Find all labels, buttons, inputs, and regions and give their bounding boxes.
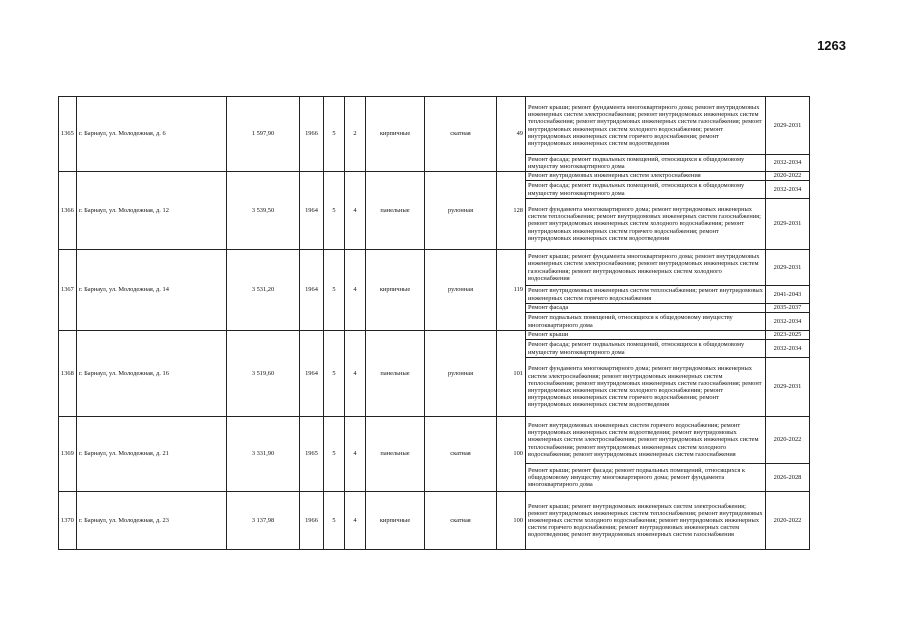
floors: 5 bbox=[324, 331, 345, 417]
repair-period: 2032-2034 bbox=[766, 340, 810, 358]
repair-works: Ремонт фасада; ремонт подвальных помещений, относящихся к общедомовому имуществу многоквартирного дома bbox=[526, 340, 766, 358]
house-address: г. Барнаул, ул. Молодежная, д. 23 bbox=[77, 492, 227, 550]
repair-works: Ремонт крыши bbox=[526, 331, 766, 340]
house-address: г. Барнаул, ул. Молодежная, д. 21 bbox=[77, 417, 227, 492]
house-address: г. Барнаул, ул. Молодежная, д. 6 bbox=[77, 97, 227, 172]
repair-works: Ремонт внутридомовых инженерных систем электроснабжения bbox=[526, 172, 766, 181]
repair-period: 2029-2031 bbox=[766, 199, 810, 250]
repair-schedule-table bbox=[58, 96, 810, 550]
wall-material: кирпичные bbox=[366, 250, 425, 331]
entrances: 2 bbox=[345, 97, 366, 172]
build-year: 1964 bbox=[300, 172, 324, 250]
house-area: 3 519,60 bbox=[227, 331, 300, 417]
repair-works: Ремонт внутридомовых инженерных систем горячего водоснабжения; ремонт внутридомовых инженерных систем водоотведения; ремонт внутридомовых инженерных систем электроснабжения; ремонт внутридомовых инженерных систем теплоснабжения; ремонт внутридомовых инженерных систем холодного водоснабжения; ремонт внутридомовых инженерных систем газоснабжения bbox=[526, 417, 766, 464]
repair-period: 2041-2043 bbox=[766, 286, 810, 304]
apartments-count: 119 bbox=[497, 250, 526, 331]
repair-period: 2020-2022 bbox=[766, 492, 810, 550]
floors: 5 bbox=[324, 172, 345, 250]
apartments-count: 101 bbox=[497, 331, 526, 417]
roof-type: рулонная bbox=[425, 172, 497, 250]
repair-period: 2029-2031 bbox=[766, 358, 810, 417]
floors: 5 bbox=[324, 492, 345, 550]
repair-period: 2023-2025 bbox=[766, 331, 810, 340]
roof-type: рулонная bbox=[425, 250, 497, 331]
apartments-count: 100 bbox=[497, 492, 526, 550]
roof-type: скатная bbox=[425, 492, 497, 550]
house-area: 3 539,50 bbox=[227, 172, 300, 250]
repair-period: 2020-2022 bbox=[766, 172, 810, 181]
wall-material: панельные bbox=[366, 417, 425, 492]
build-year: 1966 bbox=[300, 492, 324, 550]
repair-works: Ремонт крыши; ремонт фасада; ремонт подвальных помещений, относящихся к общедомовому имуществу многоквартирного дома; ремонт фундамента многоквартирного дома bbox=[526, 464, 766, 492]
row-number: 1367 bbox=[59, 250, 77, 331]
entrances: 4 bbox=[345, 331, 366, 417]
repair-period: 2029-2031 bbox=[766, 97, 810, 155]
build-year: 1964 bbox=[300, 331, 324, 417]
repair-works: Ремонт фасада; ремонт подвальных помещений, относящихся к общедомовому имуществу многоквартирного дома bbox=[526, 155, 766, 172]
repair-period: 2032-2034 bbox=[766, 155, 810, 172]
row-number: 1369 bbox=[59, 417, 77, 492]
table-row bbox=[59, 417, 810, 464]
repair-works: Ремонт фасада; ремонт подвальных помещений, относящихся к общедомовому имуществу многоквартирного дома bbox=[526, 181, 766, 199]
page-number: 1263 bbox=[817, 38, 846, 53]
house-area: 1 597,90 bbox=[227, 97, 300, 172]
repair-period: 2032-2034 bbox=[766, 313, 810, 331]
build-year: 1966 bbox=[300, 97, 324, 172]
house-area: 3 531,20 bbox=[227, 250, 300, 331]
house-area: 3 331,90 bbox=[227, 417, 300, 492]
roof-type: скатная bbox=[425, 417, 497, 492]
row-number: 1365 bbox=[59, 97, 77, 172]
repair-period: 2035-2037 bbox=[766, 304, 810, 313]
repair-works: Ремонт фундамента многоквартирного дома; ремонт внутридомовых инженерных систем теплоснабжения; ремонт внутридомовых инженерных систем газоснабжения; ремонт внутридомовых инженерных систем холодного водоснабжения; ремонт внутридомовых инженерных систем горячего водоснабжения; ремонт внутридомовых инженерных систем водоотведения bbox=[526, 199, 766, 250]
table-row bbox=[59, 172, 810, 181]
apartments-count: 49 bbox=[497, 97, 526, 172]
apartments-count: 128 bbox=[497, 172, 526, 250]
repair-works: Ремонт подвальных помещений, относящихся к общедомовому имуществу многоквартирного дома bbox=[526, 313, 766, 331]
wall-material: панельные bbox=[366, 172, 425, 250]
entrances: 4 bbox=[345, 250, 366, 331]
table-row bbox=[59, 97, 810, 155]
repair-period: 2020-2022 bbox=[766, 417, 810, 464]
row-number: 1368 bbox=[59, 331, 77, 417]
repair-works: Ремонт фундамента многоквартирного дома; ремонт внутридомовых инженерных систем электроснабжения; ремонт внутридомовых инженерных систем теплоснабжения; ремонт внутридомовых инженерных систем газоснабжения; ремонт внутридомовых инженерных систем холодного водоснабжения; ремонт внутридомовых инженерных систем горячего водоснабжения; ремонт внутридомовых инженерных систем водоотведения bbox=[526, 358, 766, 417]
house-address: г. Барнаул, ул. Молодежная, д. 16 bbox=[77, 331, 227, 417]
repair-works: Ремонт внутридомовых инженерных систем теплоснабжения; ремонт внутридомовых инженерных систем горячего водоснабжения bbox=[526, 286, 766, 304]
house-address: г. Барнаул, ул. Молодежная, д. 14 bbox=[77, 250, 227, 331]
table-row bbox=[59, 250, 810, 286]
entrances: 4 bbox=[345, 492, 366, 550]
entrances: 4 bbox=[345, 417, 366, 492]
apartments-count: 100 bbox=[497, 417, 526, 492]
repair-works: Ремонт крыши; ремонт внутридомовых инженерных систем электроснабжения; ремонт внутридомовых инженерных систем теплоснабжения; ремонт внутридомовых инженерных систем холодного водоснабжения; ремонт внутридомовых инженерных систем горячего водоснабжения; ремонт внутридомовых инженерных систем водоотведения; ремонт внутридомовых инженерных систем газоснабжения bbox=[526, 492, 766, 550]
floors: 5 bbox=[324, 97, 345, 172]
repair-works: Ремонт крыши; ремонт фундамента многоквартирного дома; ремонт внутридомовых инженерных систем электроснабжения; ремонт внутридомовых инженерных систем газоснабжения; ремонт внутридомовых инженерных систем холодного водоснабжения bbox=[526, 250, 766, 286]
wall-material: кирпичные bbox=[366, 492, 425, 550]
table-body bbox=[59, 97, 810, 550]
table-row bbox=[59, 492, 810, 550]
build-year: 1965 bbox=[300, 417, 324, 492]
floors: 5 bbox=[324, 417, 345, 492]
floors: 5 bbox=[324, 250, 345, 331]
repair-period: 2026-2028 bbox=[766, 464, 810, 492]
roof-type: скатная bbox=[425, 97, 497, 172]
entrances: 4 bbox=[345, 172, 366, 250]
wall-material: панельные bbox=[366, 331, 425, 417]
roof-type: рулонная bbox=[425, 331, 497, 417]
build-year: 1964 bbox=[300, 250, 324, 331]
house-area: 3 137,98 bbox=[227, 492, 300, 550]
house-address: г. Барнаул, ул. Молодежная, д. 12 bbox=[77, 172, 227, 250]
repair-works: Ремонт крыши; ремонт фундамента многоквартирного дома; ремонт внутридомовых инженерных систем электроснабжения; ремонт внутридомовых инженерных систем теплоснабжения; ремонт внутридомовых инженерных систем газоснабжения; ремонт внутридомовых инженерных систем холодного водоснабжения; ремонт внутридомовых инженерных систем горячего водоснабжения; ремонт внутридомовых инженерных систем водоотведения bbox=[526, 97, 766, 155]
table-row bbox=[59, 331, 810, 340]
repair-period: 2029-2031 bbox=[766, 250, 810, 286]
repair-works: Ремонт фасада bbox=[526, 304, 766, 313]
row-number: 1370 bbox=[59, 492, 77, 550]
repair-period: 2032-2034 bbox=[766, 181, 810, 199]
wall-material: кирпичные bbox=[366, 97, 425, 172]
row-number: 1366 bbox=[59, 172, 77, 250]
